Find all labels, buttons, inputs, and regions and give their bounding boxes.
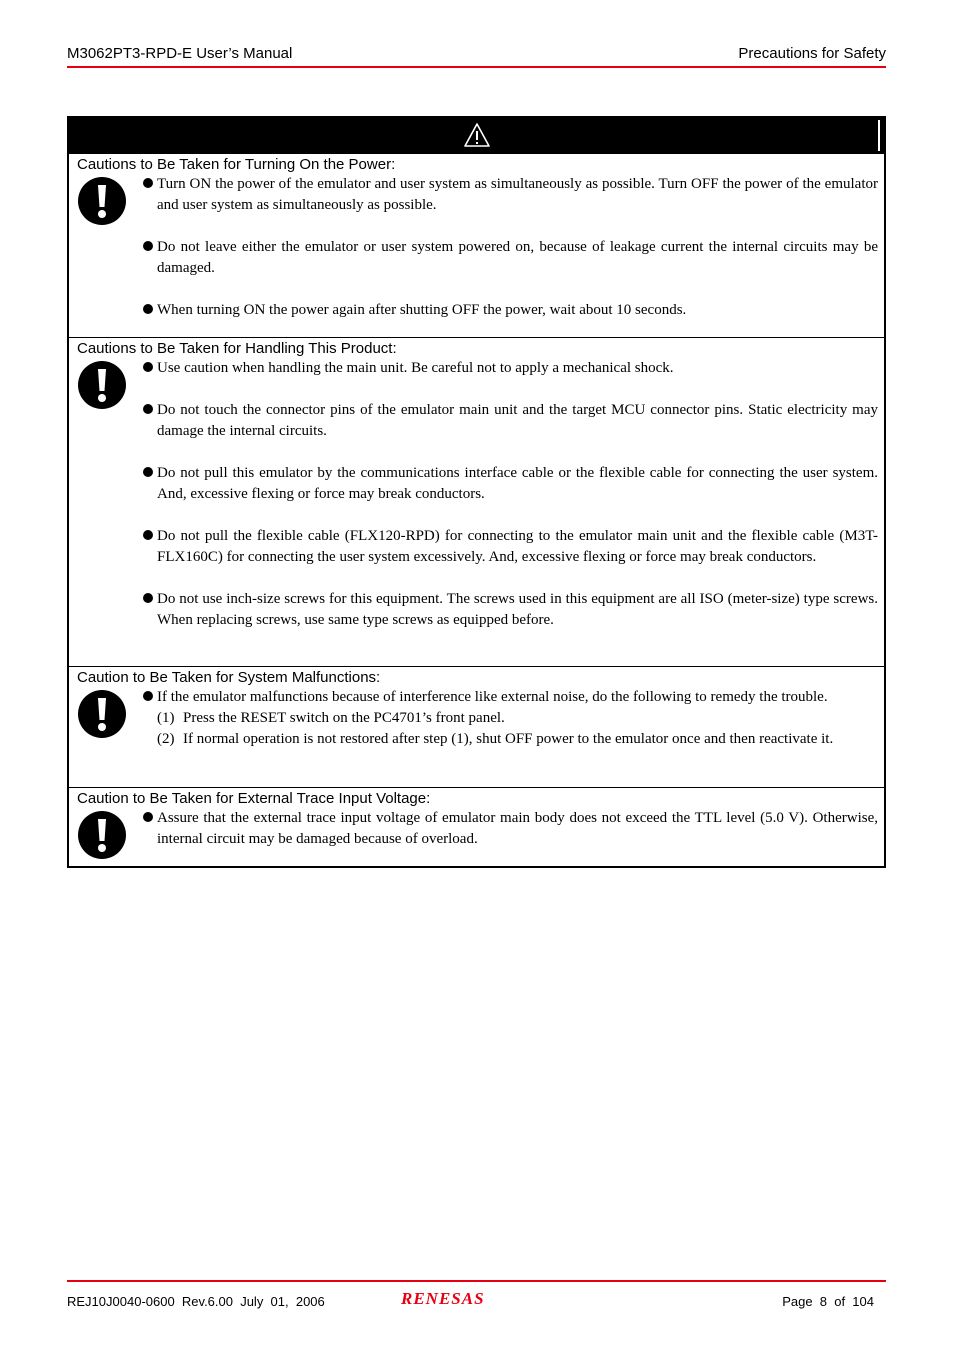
bullet-item: Do not touch the connector pins of the emulator main unit and the target MCU connector pins. Static electricity may damage the internal circuits. [143, 400, 878, 442]
caution-section-handling [69, 337, 884, 666]
header-bar-edge [878, 120, 880, 151]
page-header [67, 44, 886, 68]
bullet-item: Do not pull this emulator by the communications interface cable or the flexible cable for connecting the user system. And, excessive flexing or force may break conductors. [143, 463, 878, 505]
warning-triangle-icon [463, 122, 491, 148]
section-heading: Cautions to Be Taken for Turning On the Power: [77, 156, 396, 173]
bullet-dot [143, 241, 153, 251]
bullet-dot [143, 362, 153, 372]
bullet-item: Turn ON the power of the emulator and user system as simultaneously as possible. Turn OFF the power of the emulator and user system as simultaneously as possible. [143, 174, 878, 216]
caution-section-power [69, 153, 884, 337]
document-id: REJ10J0040-0600 Rev.6.00 July 01, 2006 [67, 1294, 325, 1309]
caution-box [67, 116, 886, 868]
caution-section-trace-voltage [69, 787, 884, 866]
bullet-item: Do not use inch-size screws for this equipment. The screws used in this equipment are all ISO (meter-size) type screws. When replacing screws, use same type screws as equipped before. [143, 589, 878, 631]
svg-text:RENESAS: RENESAS [401, 1289, 485, 1308]
caution-section-malfunctions [69, 666, 884, 787]
bullet-item: Assure that the external trace input voltage of emulator main body does not exceed the TTL level (5.0 V). Otherwise, internal circuit may be damaged because of overload. [143, 808, 878, 850]
numbered-step: (2) If normal operation is not restored after step (1), shut OFF power to the emulator once and then reactivate it. [157, 731, 834, 747]
manual-title: M3062PT3-RPD-E User’s Manual [67, 45, 293, 62]
exclamation-circle-icon [77, 689, 127, 739]
bullet-dot [143, 691, 153, 701]
bullet-dot [143, 404, 153, 414]
exclamation-circle-icon [77, 810, 127, 860]
page-number: Page 8 of 104 [782, 1294, 874, 1309]
renesas-logo [399, 1288, 511, 1308]
exclamation-circle-icon [77, 360, 127, 410]
section-title: Precautions for Safety [738, 45, 886, 62]
caution-header-bar [69, 118, 884, 153]
exclamation-circle-icon [77, 176, 127, 226]
bullet-item: Use caution when handling the main unit. Be careful not to apply a mechanical shock. [143, 358, 878, 379]
bullet-dot [143, 812, 153, 822]
bullet-item: When turning ON the power again after shutting OFF the power, wait about 10 seconds. [143, 300, 878, 321]
section-heading: Caution to Be Taken for External Trace Input Voltage: [77, 790, 431, 807]
bullet-dot [143, 178, 153, 188]
bullet-dot [143, 530, 153, 540]
section-heading: Cautions to Be Taken for Handling This Product: [77, 340, 397, 357]
page-footer [67, 1280, 886, 1322]
bullet-dot [143, 593, 153, 603]
bullet-dot [143, 304, 153, 314]
numbered-step: (1) Press the RESET switch on the PC4701’s front panel. [157, 710, 505, 726]
section-heading: Caution to Be Taken for System Malfunctions: [77, 669, 381, 686]
bullet-item: Do not leave either the emulator or user system powered on, because of leakage current the internal circuits may be damaged. [143, 237, 878, 279]
bullet-item: If the emulator malfunctions because of interference like external noise, do the following to remedy the trouble. [143, 687, 878, 708]
bullet-dot [143, 467, 153, 477]
bullet-item: Do not pull the flexible cable (FLX120-RPD) for connecting to the emulator main unit and the flexible cable (M3T-FLX160C) for connecting the user system excessively. And, excessive flexing or force may break conductors. [143, 526, 878, 568]
